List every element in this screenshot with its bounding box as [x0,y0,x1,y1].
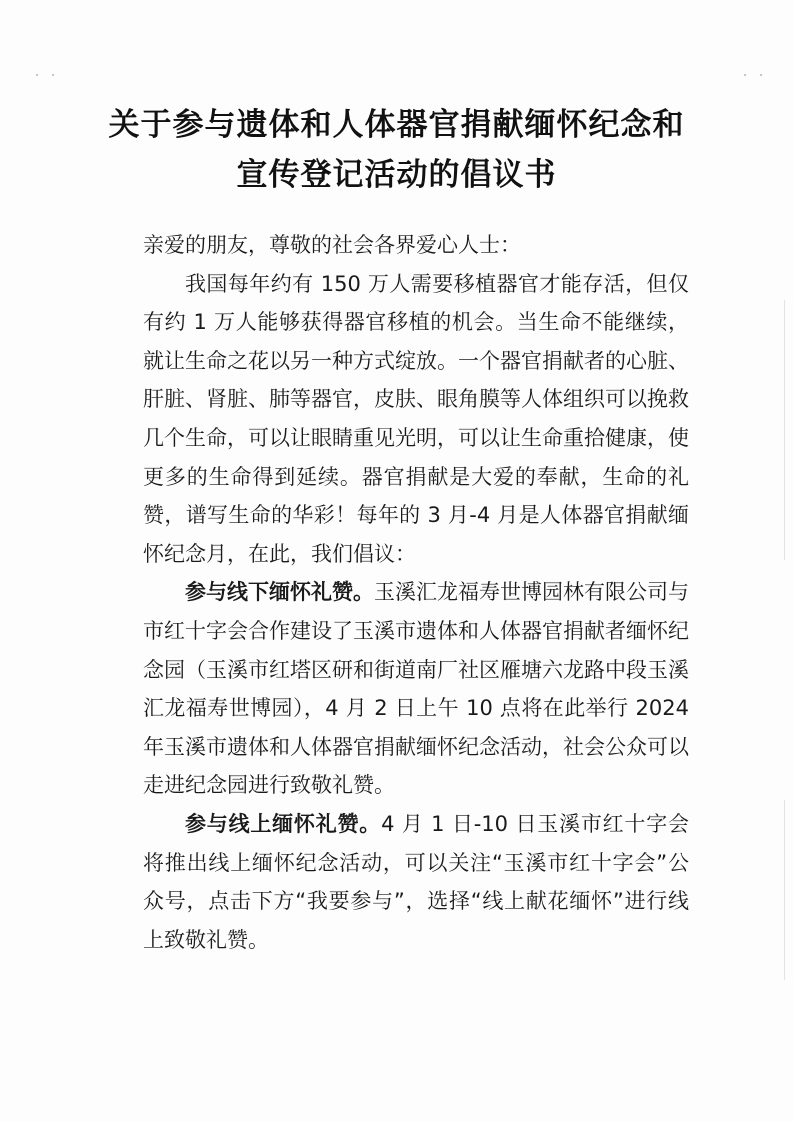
paragraph-intro: 我国每年约有 150 万人需要移植器官才能存活，但仅有约 1 万人能够获得器官移植的机会。当生命不能继续，就让生命之花以另一种方式绽放。一个器官捐献者的心脏、肝脏、肾脏、肺等器官，皮肤、眼角膜等人体组织可以挽救几个生命，可以让眼睛重见光明，可以让生命重拾健康，使更多的生命得到延续。器官捐献是大爱的奉献，生命的礼赞，谱写生命的华彩！每年的 3 月-4 月是人体器官捐献缅怀纪念月，在此，我们倡议： [143,271,689,566]
scan-speck [36,74,38,76]
paragraph-online-text: 4 月 1 日-10 日玉溪市红十字会将推出线上缅怀纪念活动，可以关注“玉溪市红十字会”公众号，点击下方“我要参与”，选择“线上献花缅怀”进行线上致敬礼赞。 [143,811,689,952]
paragraph-offline-event [143,573,689,805]
paragraph-online-event [143,805,689,959]
scan-edge-line [784,800,785,980]
paragraph-offline-lead: 参与线下缅怀礼赞。 [185,580,374,605]
document-body [143,226,689,959]
scan-speck [744,74,746,76]
salutation: 亲爱的朋友，尊敬的社会各界爱心人士： [143,233,521,257]
document-title [0,100,793,200]
title-line-1: 关于参与遗体和人体器官捐献缅怀纪念和 [108,107,685,143]
scan-speck [52,74,54,76]
scan-edge-line [784,300,785,560]
title-line-2: 宣传登记活动的倡议书 [236,157,557,193]
scan-speck [760,74,762,76]
paragraph-online-lead: 参与线上缅怀礼赞。 [185,811,382,836]
paragraph-offline-text: 玉溪汇龙福寿世博园林有限公司与市红十字会合作建设了玉溪市遗体和人体器官捐献者缅怀纪念园（玉溪市红塔区研和街道南厂社区雁塘六龙路中段玉溪汇龙福寿世博园），4 月 2 日上午 10 点将在此举行 2024 年玉溪市遗体和人体器官捐献缅怀纪念活动，社会公众可以走进纪念园进行致敬礼赞。 [143,580,689,798]
